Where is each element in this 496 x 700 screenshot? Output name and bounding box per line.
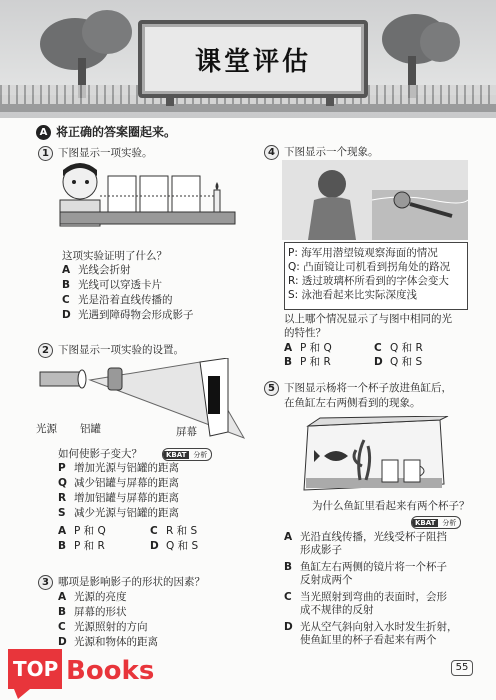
q3-number: 3 — [38, 575, 53, 590]
svg-text:Books: Books — [66, 656, 155, 686]
q2-setup-illustration — [30, 358, 245, 440]
q4-pool-illustration — [282, 160, 468, 240]
q3-option-c[interactable]: C 光源照射的方向 — [58, 621, 148, 633]
q2-prompt: 下图显示一项实验的设置。 — [58, 344, 184, 356]
q1-option-c[interactable]: C 光是沿着直线传播的 — [62, 294, 173, 306]
q2-choice-c[interactable]: C R 和 S — [150, 525, 198, 537]
q2-statement-p: P 增加光源与铝罐的距离 — [58, 462, 179, 474]
q2-question: 如何使影子变大？ — [58, 448, 142, 460]
q4-statement-r: R: 透过玻璃杯所看到的字体会变大 — [288, 275, 449, 287]
section-instruction: 将正确的答案圈起来。 — [56, 125, 177, 139]
q3-prompt: 哪项是影响影子的形状的因素？ — [58, 576, 205, 588]
q2-choice-a[interactable]: A P 和 Q — [58, 525, 106, 537]
q4-choice-a[interactable]: A P 和 Q — [284, 342, 332, 354]
page-title: 课堂评估 — [194, 46, 311, 77]
q4-choice-c[interactable]: C Q 和 R — [374, 342, 423, 354]
light-source-icon — [40, 372, 80, 386]
q4-choice-b[interactable]: B P 和 R — [284, 356, 331, 368]
q2-statement-q: Q 减少铝罐与屏幕的距离 — [58, 477, 179, 489]
q5-prompt-line2: 在鱼缸左右两侧看到的现象。 — [284, 397, 421, 409]
svg-text:TOP: TOP — [13, 657, 59, 681]
q5-prompt-line1: 下图显示杨将一个杯子放进鱼缸后， — [284, 382, 452, 394]
q2-label-screen: 屏幕 — [176, 426, 197, 438]
q4-choice-d[interactable]: D Q 和 S — [374, 356, 423, 368]
q4-question-line2: 的特性？ — [284, 327, 326, 339]
q4-number: 4 — [264, 145, 279, 160]
q4-prompt: 下图显示一个现象。 — [284, 146, 379, 158]
q5-number: 5 — [264, 381, 279, 396]
q2-label-source: 光源 — [36, 423, 57, 435]
q1-experiment-illustration — [40, 162, 240, 234]
q2-statement-s: S 减少光源与铝罐的距离 — [58, 507, 179, 519]
q3-option-a[interactable]: A 光源的亮度 — [58, 591, 127, 603]
q5-aquarium-illustration — [300, 416, 450, 494]
q5-option-b[interactable]: B 鱼缸左右两侧的镜片将一个杯子 反射成两个 — [284, 561, 447, 586]
q5-option-d[interactable]: D 光从空气斜向射入水时发生折射， 使鱼缸里的杯子看起来有两个 — [284, 621, 458, 646]
q1-option-b[interactable]: B 光线可以穿透卡片 — [62, 279, 162, 291]
q5-option-a[interactable]: A 光沿直线传播，光线受杯子阻挡 形成影子 — [284, 531, 447, 556]
q2-label-can: 铝罐 — [80, 423, 101, 435]
q5-option-c[interactable]: C 当光照射到弯曲的表面时，会形 成不规律的反射 — [284, 591, 447, 616]
q1-option-a[interactable]: A 光线会折射 — [62, 264, 131, 276]
q4-statement-s: S: 泳池看起来比实际深度浅 — [288, 289, 418, 301]
header-banner — [0, 0, 496, 118]
cup-right-icon — [404, 460, 420, 482]
q3-option-b[interactable]: B 屏幕的形状 — [58, 606, 127, 618]
q1-option-d[interactable]: D 光遇到障碍物会形成影子 — [62, 309, 194, 321]
banner-sign — [138, 20, 368, 98]
q4-statement-p: P: 海军用潜望镜观察海面的情况 — [288, 247, 438, 259]
q1-question: 这项实验证明了什么？ — [62, 250, 167, 262]
q2-statement-r: R 增加铝罐与屏幕的距离 — [58, 492, 179, 504]
can-icon — [108, 368, 122, 390]
q2-choice-d[interactable]: D Q 和 S — [150, 540, 199, 552]
q3-option-d[interactable]: D 光源和物体的距离 — [58, 636, 158, 648]
topbooks-logo — [0, 643, 190, 700]
q4-statement-q: Q: 凸面镜让司机看到拐角处的路况 — [288, 261, 451, 273]
section-badge: A — [36, 125, 51, 140]
q5-kbat-badge: KBAT 分析 — [411, 516, 461, 529]
cup-left-icon — [382, 460, 398, 482]
q4-question-line1: 以上哪个情况显示了与图中相同的光 — [284, 313, 452, 325]
q1-number: 1 — [38, 146, 53, 161]
q2-kbat-badge: KBAT 分析 — [162, 448, 212, 461]
q2-number: 2 — [38, 343, 53, 358]
page-number: 55 — [451, 660, 473, 676]
q1-prompt: 下图显示一项实验。 — [58, 147, 153, 159]
q2-choice-b[interactable]: B P 和 R — [58, 540, 105, 552]
q5-question: 为什么鱼缸里看起来有两个杯子？ — [312, 500, 470, 512]
